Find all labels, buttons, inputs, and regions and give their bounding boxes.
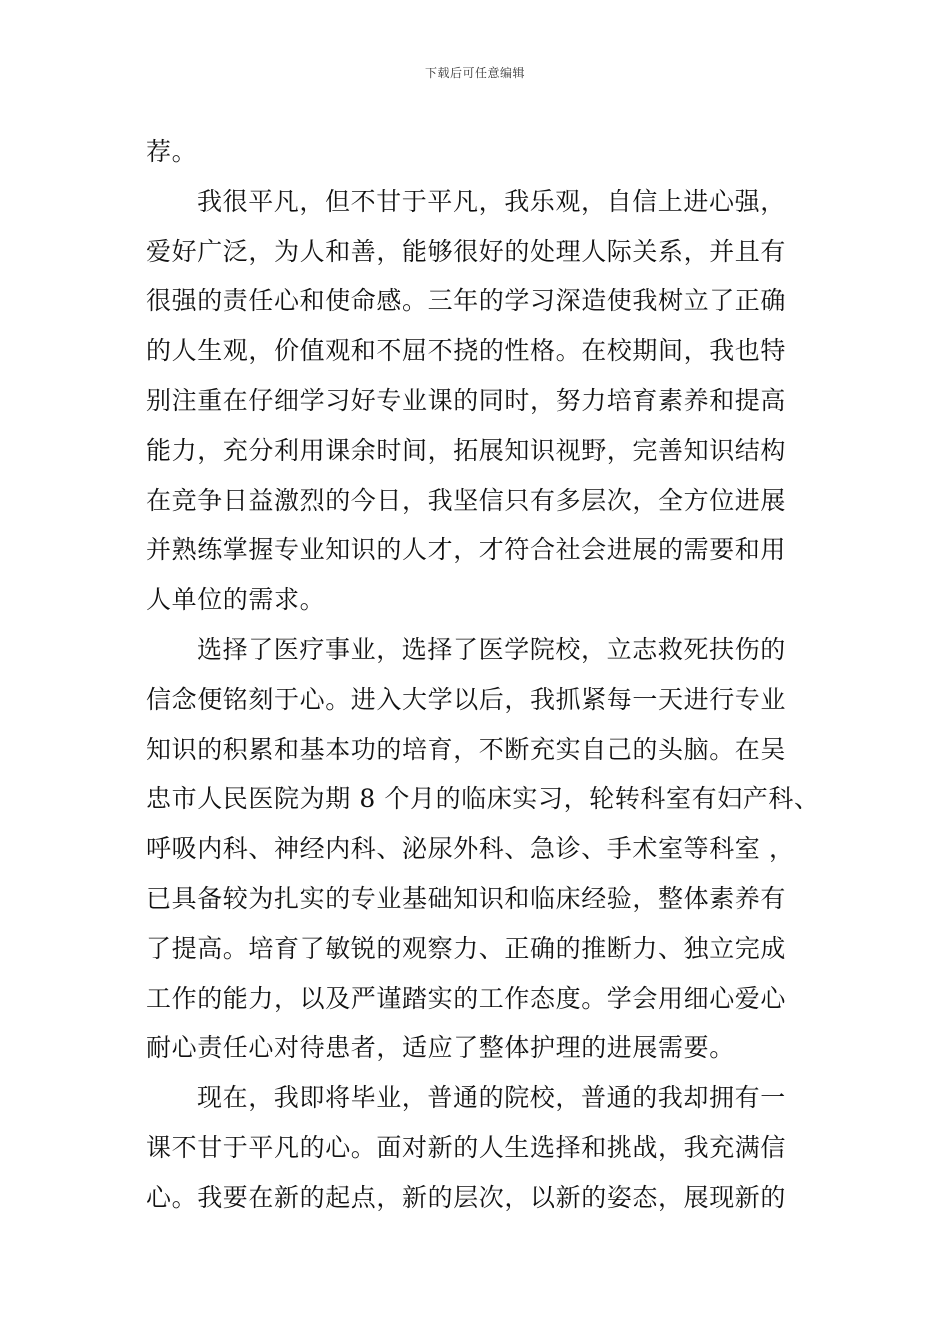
text-line: 现在，我即将毕业，普通的院校，普通的我却拥有一 xyxy=(197,1083,786,1113)
text-line: 别注重在仔细学习好专业课的同时，努力培育素养和提高 xyxy=(146,385,787,415)
text-line: 知识的积累和基本功的培育，不断充实自己的头脑。在吴 xyxy=(146,734,787,764)
text-line: 选择了医疗事业，选择了医学院校，立志救死扶伤的 xyxy=(197,634,786,664)
text-line: 在竞争日益激烈的今日，我坚信只有多层次，全方位进展 xyxy=(146,485,787,515)
text-line: 荐。 xyxy=(146,137,198,166)
text-line: 心。我要在新的起点，新的层次，以新的姿态，展现新的 xyxy=(146,1182,787,1212)
text-line: 我很平凡，但不甘于平凡，我乐观，自信上进心强， xyxy=(197,186,786,216)
text-line: 了提高。培育了敏锐的观察力、正确的推断力、独立完成 xyxy=(146,933,787,963)
body-text xyxy=(146,127,820,1223)
text-line: 已具备较为扎实的专业基础知识和临床经验，整体素养有 xyxy=(146,883,787,913)
text-line: 信念便铭刻于心。进入大学以后，我抓紧每一天进行专业 xyxy=(146,684,787,714)
text-line: 人单位的需求。 xyxy=(146,585,326,615)
text-line: 很强的责任心和使命感。三年的学习深造使我树立了正确 xyxy=(146,286,787,316)
text-line: 呼吸内科、神经内科、泌尿外科、急诊、手术室等科室 ， xyxy=(146,834,795,864)
text-line: 忠市人民医院为期 8 个月的临床实习，轮转科室有妇产科、 xyxy=(146,784,820,814)
text-line: 工作的能力，以及严谨踏实的工作态度。学会用细心爱心 xyxy=(146,983,787,1013)
text-line: 课不甘于平凡的心。面对新的人生选择和挑战，我充满信 xyxy=(146,1132,787,1162)
page-header: 下载后可任意编辑 xyxy=(424,66,525,80)
text-line: 爱好广泛，为人和善，能够很好的处理人际关系，并且有 xyxy=(146,236,787,266)
text-line: 能力，充分利用课余时间，拓展知识视野，完善知识结构 xyxy=(146,435,787,465)
text-line: 耐心责任心对待患者，适应了整体护理的进展需要。 xyxy=(146,1033,735,1063)
text-line: 的人生观，价值观和不屈不挠的性格。在校期间，我也特 xyxy=(146,336,787,366)
text-line: 并熟练掌握专业知识的人才，才符合社会进展的需要和用 xyxy=(146,535,787,565)
